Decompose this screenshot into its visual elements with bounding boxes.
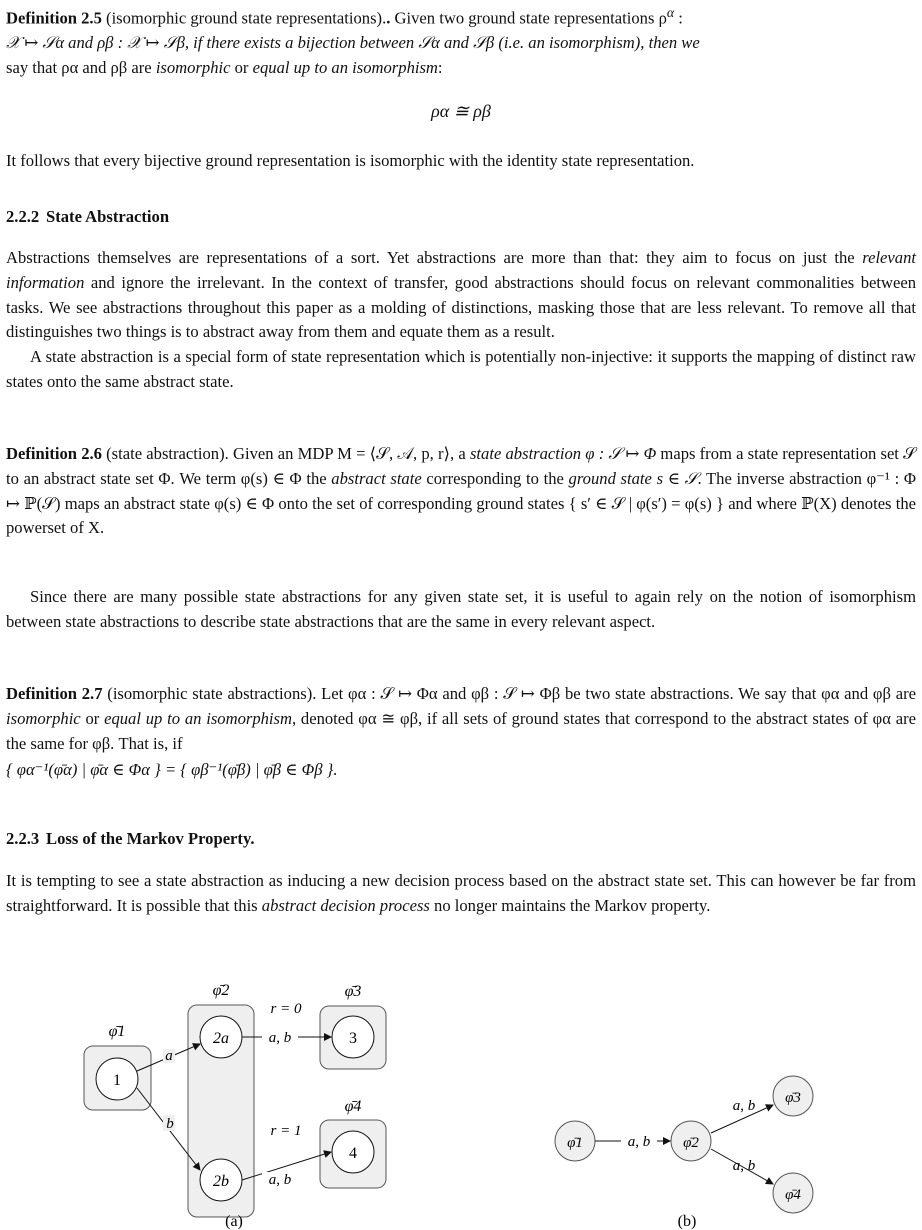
definition-2-7: Definition 2.7 (isomorphic state abstractions). Let φα : 𝒮 ↦ Φα and φβ : 𝒮 ↦ Φβ be two state abstractions. We say that φα and φβ are isomorphic or equal up to an isomorphism, denoted φα ≅ φβ, if all sets of ground states that correspond to the abstract states of φα are the same for φβ. That is, if { φα⁻¹(φ̄α) | φ̄α ∈ Φα } = { φβ⁻¹(φ̄β) | φ̄β ∈ Φβ }.: [6, 682, 916, 783]
definition-2-6: Definition 2.6 (state abstraction). Given an MDP M = ⟨𝒮, 𝒜, p, r⟩, a state abstraction φ : 𝒮 ↦ Φ maps from a state representation set 𝒮 to an abstract state set Φ. We term φ(s) ∈ Φ the abstract state corresponding to the ground state s ∈ 𝒮. The inverse abstraction φ⁻¹ : Φ ↦ ℙ(𝒮) maps an abstract state φ(s) ∈ Φ onto the set of corresponding ground states { s′ ∈ 𝒮 | φ(s′) = φ(s) } and where ℙ(X) denotes the powerset of X.: [6, 444, 916, 538]
node-1-label: 1: [113, 1072, 121, 1089]
group-label-phi1: φ̄1: [108, 1023, 126, 1040]
since-paragraph: Since there are many possible state abstractions for any given state set, it is useful to again rely on the notion of isomorphism between state abstractions to describe state abstractions that are the same in every relevant aspect.: [6, 587, 916, 631]
set-equality-formula: { φα⁻¹(φ̄α) | φ̄α ∈ Φα } = { φβ⁻¹(φ̄β) | φ̄β ∈ Φβ }.: [6, 760, 338, 780]
b-edge-label-1-2: a, b: [627, 1134, 651, 1150]
display-equation: ρα ≅ ρβ: [431, 100, 491, 121]
node-3-label: 3: [349, 1030, 357, 1047]
section-heading-2-2-3: 2.2.3 Loss of the Markov Property.: [6, 829, 255, 848]
figure-b-caption: (b): [677, 1213, 697, 1230]
definition-label: Definition 2.5: [6, 8, 102, 28]
b-node-phi2-label: φ̄2: [683, 1135, 699, 1151]
b-edge-label-2-4: a, b: [732, 1158, 756, 1174]
reward-label-r0: r = 0: [270, 1001, 302, 1017]
edge-label-ab-top: a, b: [268, 1030, 292, 1046]
definition-text-line2: 𝒳 ↦ 𝒮α and ρβ : 𝒳 ↦ 𝒮β, if there exists a bijection between 𝒮α and 𝒮β (i.e. an isomorphism), then we: [6, 33, 700, 53]
edge-label-a: a: [165, 1048, 173, 1064]
figure-a-caption: (a): [225, 1213, 243, 1230]
state-abstraction-paragraph-2: A state abstraction is a special form of state representation which is potentially non-injective: it supports the mapping of distinct raw states onto the same abstract state.: [6, 347, 916, 391]
section-heading-2-2-2: 2.2.2 State Abstraction: [6, 207, 170, 226]
state-abstraction-paragraph: Abstractions themselves are representations of a sort. Yet abstractions are more than that: they aim to focus on just the relevant information and ignore the irrelevant. In the context of transfer, good abstractions should focus on relevant commonalities between tasks. We see abstractions throughout this paper as a molding of distinctions, masking those that are less relevant. To remove all that distinguishes two things is to abstract away from them and equate them as a result. A state abstraction is a special form of state representation which is potentially non-injective: it supports the mapping of distinct raw states onto the same abstract state.: [6, 246, 916, 395]
edge-label-ab-bottom: a, b: [268, 1172, 292, 1188]
definition-title: (isomorphic ground state representations).: [101, 8, 387, 28]
reward-label-r1: r = 1: [270, 1123, 302, 1139]
definition-2-5: Definition 2.5 (isomorphic ground state representations).. Given two ground state representations $\rho^\alpha$ : 𝒳 ↦ 𝒮α and ρβ : 𝒳 ↦ 𝒮β, if there exists a bijection between 𝒮α and 𝒮β (i.e. an isomorphism), then we say that ρα and ρβ are isomorphic or equal up to an isomorphism: ρα ≅ ρβ: [6, 1, 916, 124]
node-4-label: 4: [349, 1145, 357, 1162]
group-label-phi4: φ̄4: [344, 1098, 362, 1115]
edge-label-b: b: [166, 1116, 174, 1132]
follow-sentence: It follows that every bijective ground representation is isomorphic with the identity state representation.: [6, 151, 695, 170]
b-node-phi4-label: φ̄4: [785, 1187, 801, 1203]
node-2b-label: 2b: [213, 1173, 229, 1190]
node-2a-label: 2a: [213, 1030, 229, 1047]
group-label-phi3: φ̄3: [344, 983, 362, 1000]
markov-paragraph: It is tempting to see a state abstraction as inducing a new decision process based on the abstract state set. This can however be far from straightforward. It is possible that this abstract decision process no longer maintains the Markov property.: [6, 871, 916, 915]
b-edge-label-2-3: a, b: [732, 1098, 756, 1114]
group-label-phi2: φ̄2: [212, 982, 230, 999]
b-node-phi3-label: φ̄3: [785, 1090, 801, 1106]
b-node-phi1-label: φ̄1: [567, 1135, 583, 1151]
definition-text: Given two ground state representations ρ: [390, 8, 667, 28]
